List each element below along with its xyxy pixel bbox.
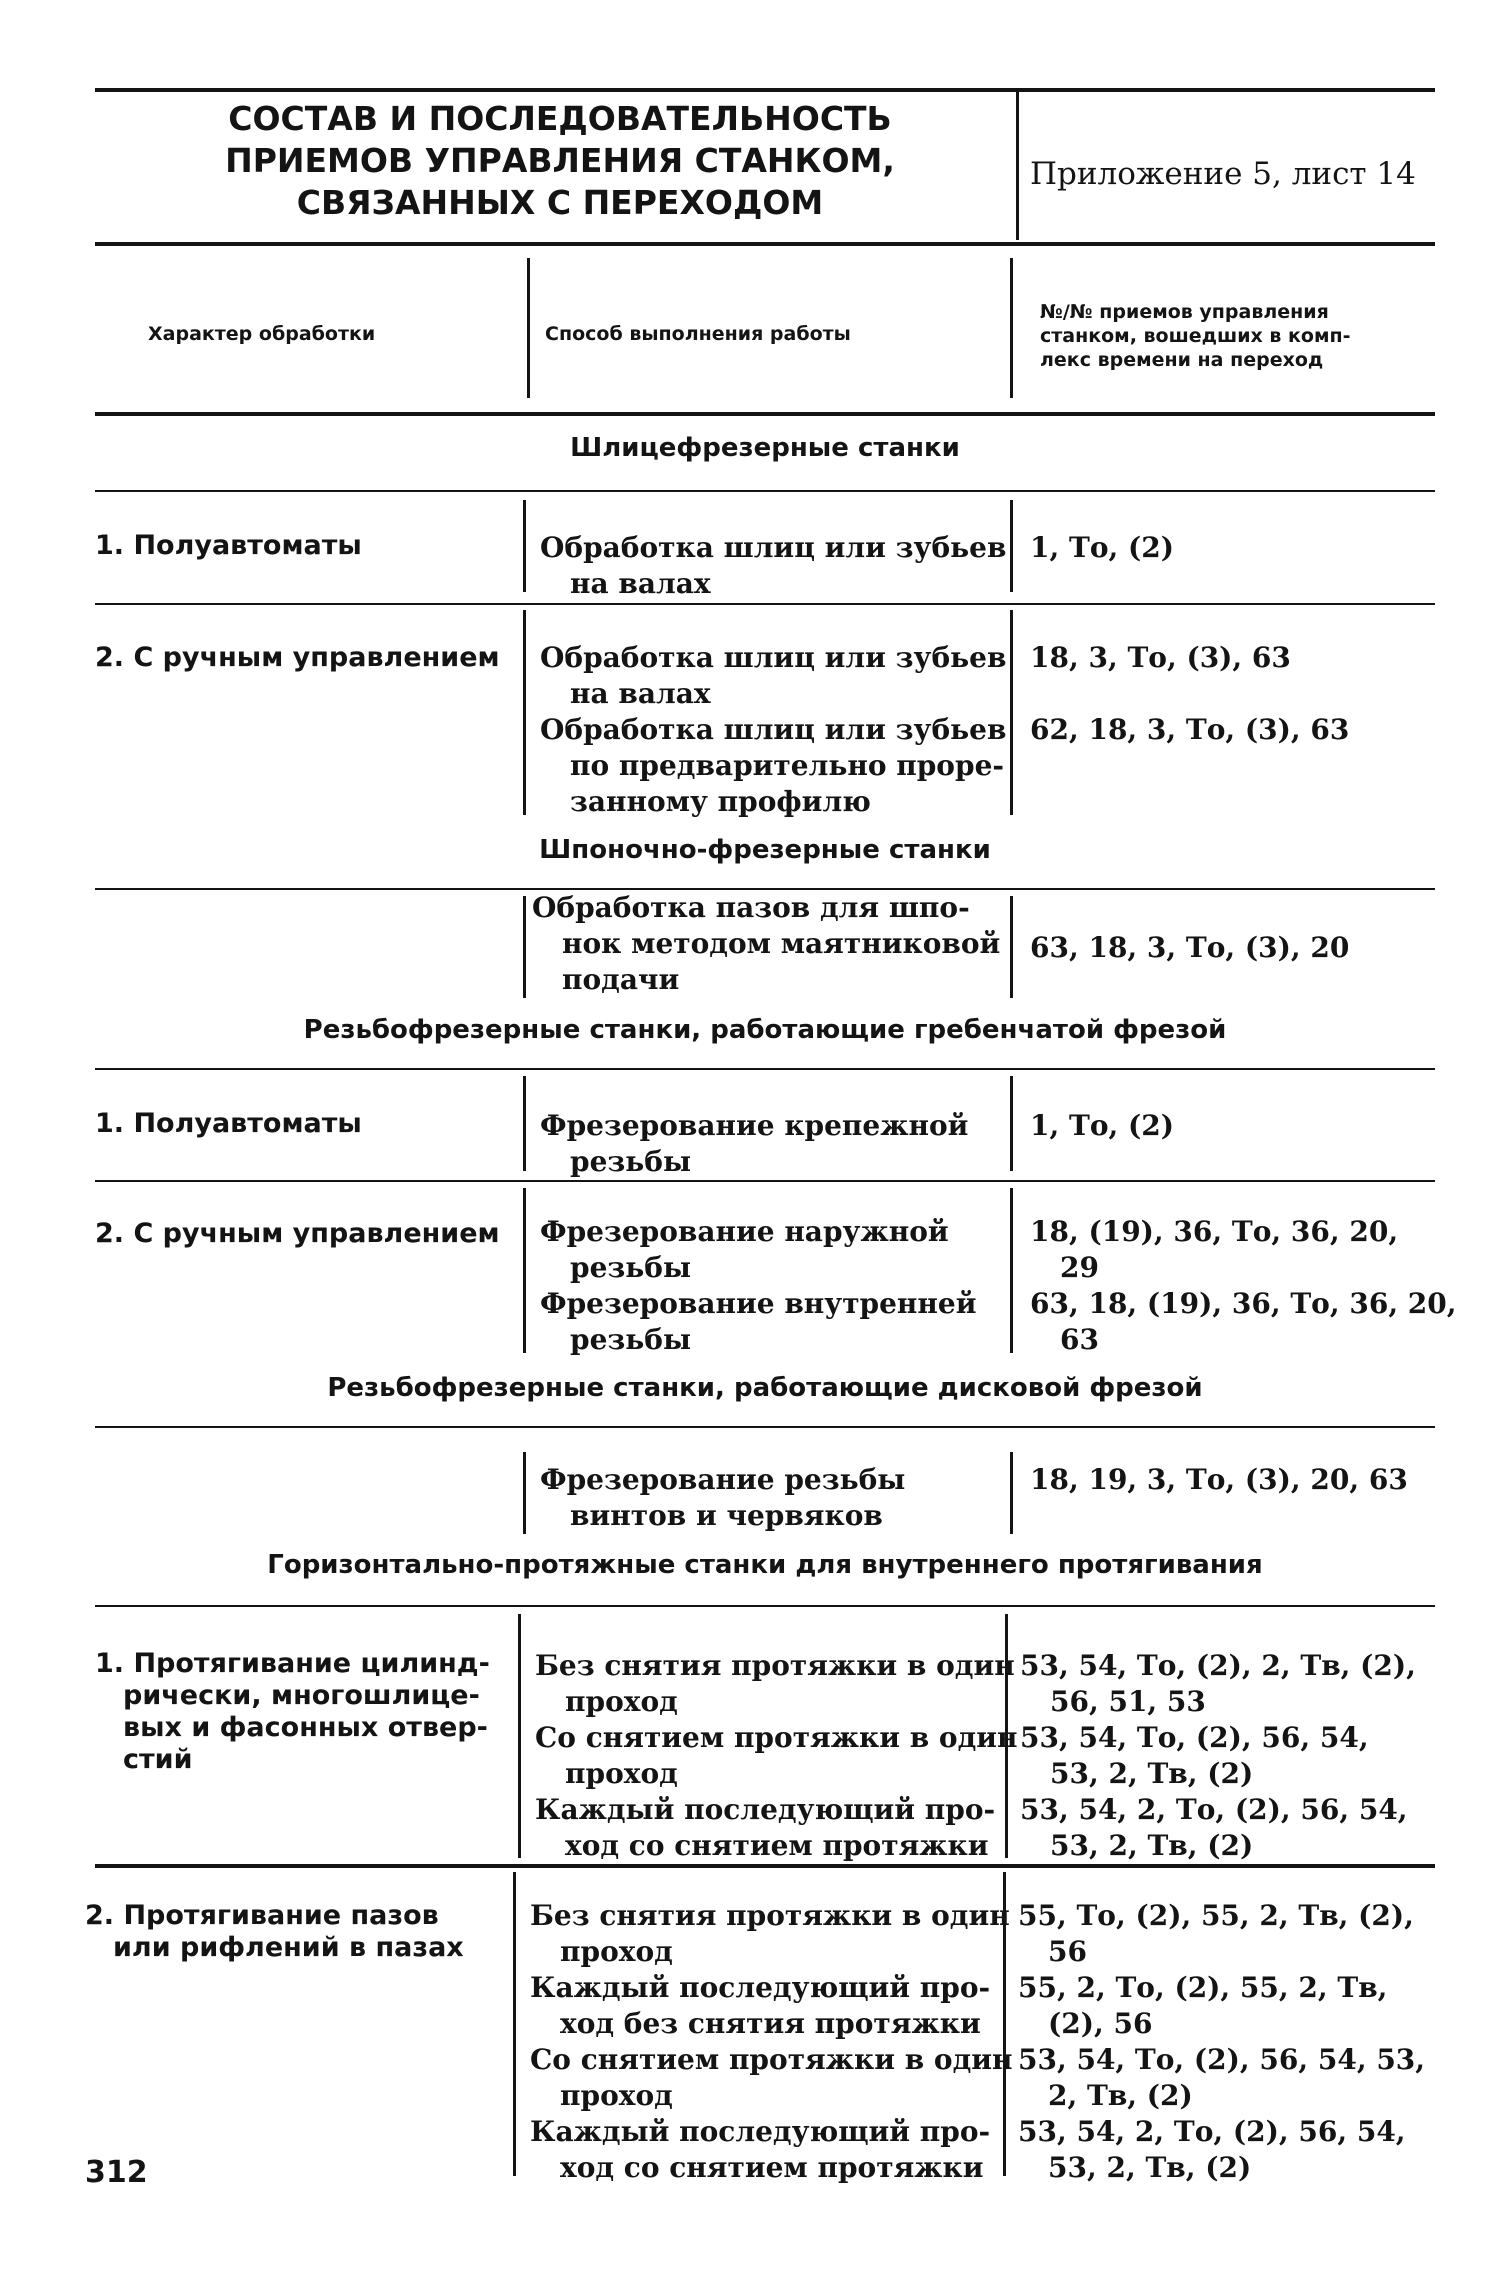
row-codes: 18, (19), 36, То, 36, 20, 29 63, 18, (19), 36, То, 36, 20, 63 <box>1030 1215 1457 1356</box>
column-header-type: Характер обработки <box>148 323 376 345</box>
row-type: 2. Протягивание пазов или рифлений в пазах <box>85 1900 464 1963</box>
rule <box>95 242 1435 246</box>
rule <box>95 1180 1435 1182</box>
row-codes: 18, 19, 3, То, (3), 20, 63 <box>1030 1463 1408 1496</box>
title-line: СВЯЗАННЫХ С ПЕРЕХОДОМ <box>296 183 824 222</box>
column-header-line: №/№ приемов управления <box>1040 301 1329 323</box>
divider <box>513 1872 516 2176</box>
divider <box>523 1188 526 1353</box>
row-codes: 63, 18, 3, То, (3), 20 <box>1030 931 1350 964</box>
rule <box>95 1864 1435 1868</box>
row-type: 1. Полуавтоматы <box>95 530 362 561</box>
rule <box>95 603 1435 605</box>
divider <box>1010 610 1013 815</box>
row-method: Обработка шлиц или зубьев на валах <box>540 531 1007 600</box>
divider <box>518 1614 521 1858</box>
rule <box>95 490 1435 492</box>
row-method: Обработка пазов для шпо- нок методом маятниковой подачи <box>532 891 1001 996</box>
row-codes: 53, 54, То, (2), 2, Тв, (2), 56, 51, 53 53, 54, То, (2), 56, 54, 53, 2, Тв, (2) 53, 54, 2, То, (2), 56, 54, 53, 2, Тв, (2) <box>1020 1649 1416 1862</box>
row-codes: 1, То, (2) <box>1030 531 1174 564</box>
divider <box>527 258 530 398</box>
section-title: Шлицефрезерные станки <box>570 433 960 463</box>
rule <box>95 412 1435 416</box>
row-method: Без снятия протяжки в один проход Каждый последующий про- ход без снятия протяжки Со снятием протяжки в один проход Каждый последующий про- ход со снятием протяжки <box>530 1899 1013 2184</box>
page-title <box>110 98 1010 224</box>
row-type: 2. С ручным управлением <box>95 642 500 673</box>
divider <box>523 500 526 592</box>
rule <box>95 1068 1435 1070</box>
divider <box>1010 896 1013 998</box>
divider <box>523 896 526 998</box>
rule <box>95 1605 1435 1607</box>
divider <box>1010 1452 1013 1534</box>
section-title: Резьбофрезерные станки, работающие гребенчатой фрезой <box>303 1015 1227 1045</box>
row-method: Без снятия протяжки в один проход Со снятием протяжки в один проход Каждый последующий про- ход со снятием протяжки <box>535 1649 1018 1862</box>
row-codes: 18, 3, То, (3), 63 <box>1030 641 1291 674</box>
page-number: 312 <box>85 2155 148 2190</box>
section-title: Шпоночно-фрезерные станки <box>539 835 991 865</box>
row-type: 2. С ручным управлением <box>95 1218 500 1249</box>
row-method: Фрезерование резьбы винтов и червяков <box>540 1463 906 1532</box>
rule-top <box>95 88 1435 92</box>
divider <box>1016 92 1019 240</box>
divider <box>1010 258 1013 398</box>
row-method: Обработка шлиц или зубьев на валах Обработка шлиц или зубьев по предварительно проре- занному профилю <box>540 641 1007 818</box>
column-header-codes <box>1040 300 1440 372</box>
row-codes: 62, 18, 3, То, (3), 63 <box>1030 713 1350 746</box>
divider <box>1010 1188 1013 1353</box>
column-header-line: станком, вошедших в комп- <box>1040 325 1351 347</box>
appendix-label: Приложение 5, лист 14 <box>1030 156 1416 192</box>
row-method: Фрезерование крепежной резьбы <box>540 1109 969 1178</box>
divider <box>1010 1076 1013 1171</box>
title-line: СОСТАВ И ПОСЛЕДОВАТЕЛЬНОСТЬ <box>228 99 892 138</box>
rule <box>95 1426 1435 1428</box>
title-line: ПРИЕМОВ УПРАВЛЕНИЯ СТАНКОМ, <box>225 141 895 180</box>
section-title: Горизонтально-протяжные станки для внутреннего протягивания <box>267 1550 1263 1580</box>
column-header-method: Способ выполнения работы <box>545 323 851 345</box>
divider <box>523 610 526 815</box>
divider <box>523 1076 526 1171</box>
divider <box>1010 500 1013 592</box>
column-header-line: лекс времени на переход <box>1040 349 1324 371</box>
row-method: Фрезерование наружной резьбы Фрезерование внутренней резьбы <box>540 1215 977 1356</box>
section-title: Резьбофрезерные станки, работающие дисковой фрезой <box>327 1373 1203 1403</box>
divider <box>523 1452 526 1534</box>
row-type: 1. Протягивание цилинд- рически, многошлице- вых и фасонных отвер- стий <box>95 1648 490 1775</box>
row-type: 1. Полуавтоматы <box>95 1108 362 1139</box>
row-codes: 1, То, (2) <box>1030 1109 1174 1142</box>
row-codes: 55, То, (2), 55, 2, Тв, (2), 56 55, 2, То, (2), 55, 2, Тв, (2), 56 53, 54, То, (2), 56, 54, 53, 2, Тв, (2) 53, 54, 2, То, (2), 56, 54, 53, 2, Тв, (2) <box>1018 1899 1426 2184</box>
